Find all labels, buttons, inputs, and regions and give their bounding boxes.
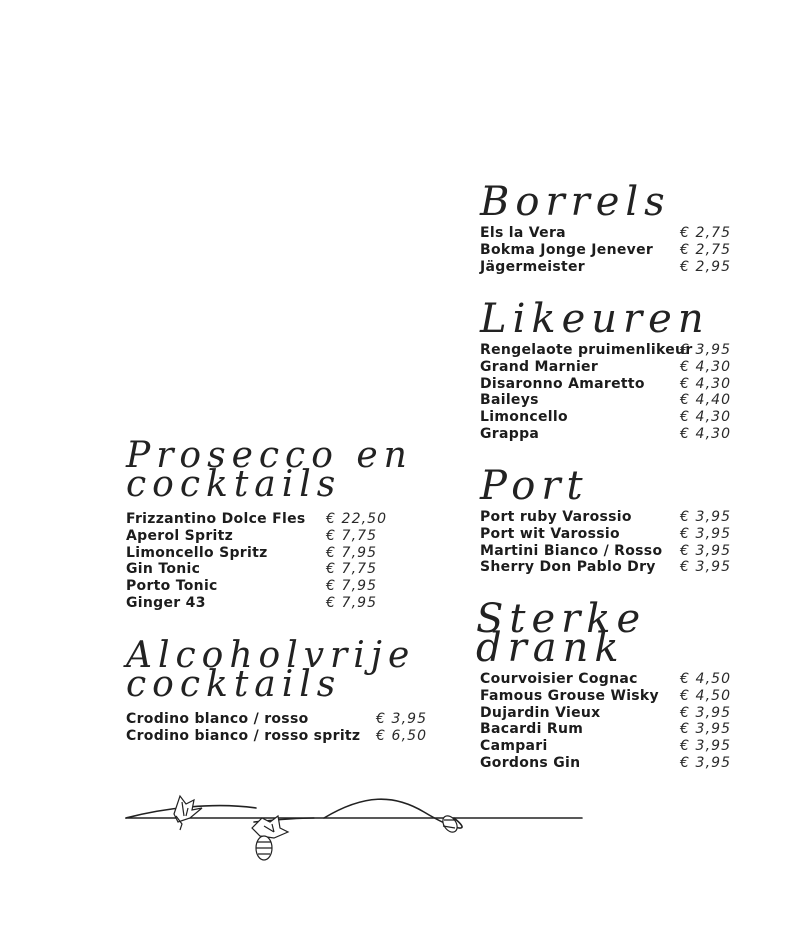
menu-item	[480, 755, 776, 772]
menu-item	[480, 721, 776, 738]
item-name: Grappa	[480, 425, 540, 442]
item-price: € 7,95	[326, 544, 378, 561]
menu-item	[126, 578, 426, 595]
item-name: Ginger 43	[126, 594, 206, 611]
item-price: € 4,30	[680, 358, 732, 375]
item-name: Grand Marnier	[480, 358, 599, 375]
item-price: € 2,75	[680, 241, 732, 258]
vine-leaf-ornament-icon	[124, 784, 586, 870]
section-borrels	[480, 179, 740, 275]
section-heading: Port	[480, 463, 589, 509]
item-name: Limoncello Spritz	[126, 544, 268, 561]
menu-item	[480, 342, 740, 359]
section-heading: Likeuren	[480, 296, 710, 342]
item-price: € 4,50	[680, 687, 732, 704]
menu-item	[480, 738, 776, 755]
section-heading: Alcoholvrije cocktails	[126, 635, 416, 705]
menu-item	[480, 376, 740, 393]
item-price: € 4,50	[680, 671, 732, 687]
section-port	[480, 463, 740, 576]
price-list	[126, 711, 446, 745]
item-price: € 22,50	[326, 511, 388, 527]
menu-item	[126, 511, 426, 528]
item-name: Els la Vera	[480, 225, 566, 241]
menu-item	[480, 426, 740, 443]
item-name: Jägermeister	[480, 258, 585, 275]
item-price: € 4,30	[680, 375, 732, 392]
section-heading: Prosecco en cocktails	[126, 435, 413, 505]
price-list	[480, 225, 740, 275]
item-name: Dujardin Vieux	[480, 704, 601, 721]
item-name: Porto Tonic	[126, 578, 218, 595]
menu-item	[126, 711, 446, 728]
item-price: € 7,75	[326, 527, 378, 544]
item-name: Bokma Jonge Jenever	[480, 241, 654, 258]
item-name: Port ruby Varossio	[480, 509, 632, 525]
item-name: Crodino blanco / rosso	[126, 711, 309, 727]
item-price: € 7,95	[326, 578, 378, 595]
menu-item	[126, 561, 426, 578]
section-heading: Sterke drank	[476, 596, 647, 671]
item-price: € 3,95	[680, 525, 732, 542]
section-prosecco	[126, 435, 426, 612]
menu-item	[480, 671, 776, 688]
menu-item	[480, 359, 740, 376]
item-price: € 3,95	[680, 559, 732, 576]
item-name: Port wit Varossio	[480, 525, 620, 542]
item-name: Limoncello	[480, 409, 568, 426]
item-price: € 3,95	[680, 342, 732, 358]
item-price: € 3,95	[680, 509, 732, 525]
section-likeuren	[480, 296, 740, 443]
menu-item	[126, 728, 446, 745]
item-name: Sherry Don Pablo Dry	[480, 559, 656, 576]
menu-item	[480, 559, 740, 576]
item-name: Bacardi Rum	[480, 721, 584, 738]
price-list	[480, 509, 740, 576]
item-name: Rengelaote pruimenlikeur	[480, 342, 693, 358]
menu-item	[480, 242, 740, 259]
price-list	[480, 671, 776, 772]
menu-item	[480, 225, 740, 242]
item-price: € 4,40	[680, 392, 732, 409]
menu-item	[480, 543, 740, 560]
item-name: Crodino bianco / rosso spritz	[126, 727, 361, 744]
menu-item	[480, 409, 740, 426]
menu-item	[480, 526, 740, 543]
item-price: € 4,30	[680, 409, 732, 426]
item-name: Gin Tonic	[126, 561, 201, 578]
item-name: Aperol Spritz	[126, 527, 234, 544]
item-price: € 3,95	[680, 704, 732, 721]
item-name: Martini Bianco / Rosso	[480, 542, 663, 559]
item-price: € 4,30	[680, 425, 732, 442]
item-price: € 7,75	[326, 561, 378, 578]
section-alcoholvrije	[126, 635, 446, 745]
item-name: Courvoisier Cognac	[480, 671, 638, 687]
item-name: Frizzantino Dolce Fles	[126, 511, 306, 527]
item-price: € 6,50	[376, 727, 428, 744]
menu-item	[126, 595, 426, 612]
item-price: € 3,95	[376, 711, 428, 727]
item-name: Famous Grouse Wisky	[480, 687, 659, 704]
item-price: € 2,75	[680, 225, 732, 241]
price-list	[480, 342, 740, 443]
item-price: € 3,95	[680, 542, 732, 559]
item-name: Gordons Gin	[480, 754, 581, 771]
item-name: Campari	[480, 738, 548, 755]
item-price: € 3,95	[680, 738, 732, 755]
item-price: € 3,95	[680, 754, 732, 771]
item-name: Disaronno Amaretto	[480, 375, 645, 392]
menu-item	[126, 545, 426, 562]
section-sterke-drank	[476, 596, 776, 772]
menu-item	[480, 688, 776, 705]
menu-item	[480, 509, 740, 526]
menu-item	[126, 528, 426, 545]
menu-item	[480, 259, 740, 276]
section-heading: Borrels	[480, 179, 671, 225]
menu-item	[480, 705, 776, 722]
menu-item	[480, 392, 740, 409]
price-list	[126, 511, 426, 612]
item-price: € 7,95	[326, 594, 378, 611]
item-price: € 3,95	[680, 721, 732, 738]
item-price: € 2,95	[680, 258, 732, 275]
item-name: Baileys	[480, 392, 539, 409]
